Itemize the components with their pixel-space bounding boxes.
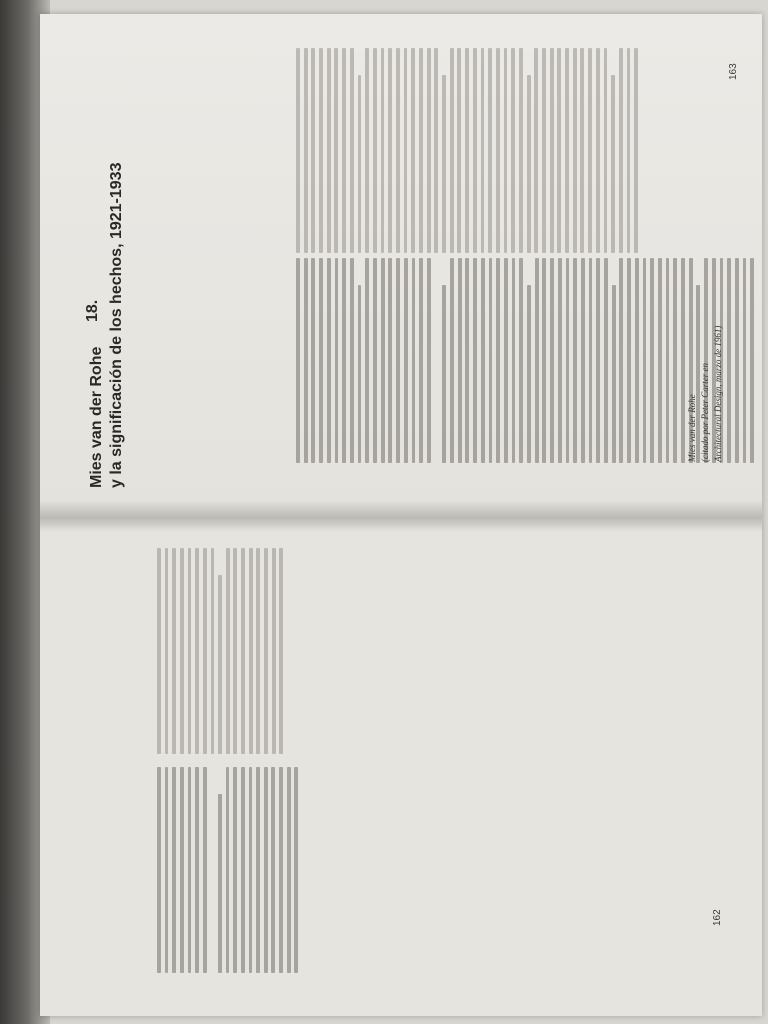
text-line bbox=[458, 258, 462, 463]
text-line bbox=[241, 548, 245, 754]
text-line bbox=[296, 258, 300, 463]
text-line bbox=[588, 48, 592, 253]
text-line bbox=[287, 767, 291, 973]
text-line bbox=[296, 48, 300, 253]
text-line bbox=[658, 258, 662, 463]
text-line bbox=[381, 258, 385, 463]
text-line bbox=[233, 548, 237, 754]
text-line bbox=[550, 48, 554, 253]
text-line bbox=[604, 258, 608, 463]
text-line bbox=[365, 48, 369, 253]
text-line bbox=[473, 258, 477, 463]
text-line bbox=[565, 48, 569, 253]
text-line bbox=[450, 48, 454, 253]
text-line bbox=[596, 48, 600, 253]
text-line bbox=[488, 48, 492, 253]
text-line bbox=[504, 48, 508, 253]
text-line bbox=[442, 285, 446, 463]
text-line bbox=[404, 258, 408, 463]
text-line bbox=[264, 767, 268, 973]
text-column-right-1 bbox=[296, 48, 642, 253]
text-line bbox=[743, 258, 747, 463]
text-line bbox=[256, 548, 260, 754]
page-number-right: 163 bbox=[728, 63, 739, 80]
text-line bbox=[643, 258, 647, 463]
text-line bbox=[527, 285, 531, 463]
text-line bbox=[218, 794, 222, 973]
text-line bbox=[335, 258, 339, 463]
text-line bbox=[566, 258, 570, 463]
text-line bbox=[249, 548, 253, 754]
text-line bbox=[327, 48, 331, 253]
text-line bbox=[519, 258, 523, 463]
text-line bbox=[365, 258, 369, 463]
text-line bbox=[226, 548, 230, 754]
text-line bbox=[350, 48, 354, 253]
text-line bbox=[226, 767, 230, 973]
text-line bbox=[542, 258, 546, 463]
text-line bbox=[211, 548, 215, 754]
page-number-left: 162 bbox=[712, 909, 723, 926]
text-line bbox=[580, 48, 584, 253]
text-line bbox=[550, 258, 554, 463]
book-gutter bbox=[40, 500, 762, 532]
text-line bbox=[358, 75, 362, 253]
text-line bbox=[249, 767, 253, 973]
text-line bbox=[388, 48, 392, 253]
text-line bbox=[489, 258, 493, 463]
text-line bbox=[573, 258, 577, 463]
text-line bbox=[396, 258, 400, 463]
text-line bbox=[634, 48, 638, 253]
text-line bbox=[496, 48, 500, 253]
text-line bbox=[188, 767, 192, 973]
text-line bbox=[304, 258, 308, 463]
text-line bbox=[180, 767, 184, 973]
text-line bbox=[473, 48, 477, 253]
text-line bbox=[157, 767, 161, 973]
text-line bbox=[727, 258, 731, 463]
text-line bbox=[750, 258, 754, 463]
text-line bbox=[557, 48, 561, 253]
text-line bbox=[650, 258, 654, 463]
text-line bbox=[619, 48, 623, 253]
text-line bbox=[450, 258, 454, 463]
text-line bbox=[589, 258, 593, 463]
text-line bbox=[388, 258, 392, 463]
text-line bbox=[264, 548, 268, 754]
text-line bbox=[519, 48, 523, 253]
text-line bbox=[627, 258, 631, 463]
text-line bbox=[673, 258, 677, 463]
text-line bbox=[233, 767, 237, 973]
text-line bbox=[172, 767, 176, 973]
text-line bbox=[180, 548, 184, 754]
text-line bbox=[465, 258, 469, 463]
attribution-author: Mies van der Rohe bbox=[687, 394, 697, 462]
text-line bbox=[256, 767, 260, 973]
text-line bbox=[635, 258, 639, 463]
text-line bbox=[172, 548, 176, 754]
text-line bbox=[534, 48, 538, 253]
text-line bbox=[342, 258, 346, 463]
text-line bbox=[342, 48, 346, 253]
text-line bbox=[481, 258, 485, 463]
text-line bbox=[496, 258, 500, 463]
text-line bbox=[627, 48, 631, 253]
text-line bbox=[218, 575, 222, 754]
text-line bbox=[157, 548, 161, 754]
text-line bbox=[350, 258, 354, 463]
text-line bbox=[535, 258, 539, 463]
chapter-title-line1: Mies van der Rohe bbox=[88, 346, 105, 488]
text-line bbox=[542, 48, 546, 253]
text-line bbox=[319, 48, 323, 253]
text-line bbox=[195, 548, 199, 754]
text-line bbox=[396, 48, 400, 253]
text-line bbox=[457, 48, 461, 253]
text-line bbox=[304, 48, 308, 253]
text-line bbox=[573, 48, 577, 253]
text-line bbox=[581, 258, 585, 463]
attribution-line1: (citado por Peter Carter en bbox=[700, 363, 710, 462]
text-line bbox=[311, 48, 315, 253]
text-column-left-2 bbox=[157, 767, 302, 973]
text-line bbox=[611, 75, 615, 253]
text-line bbox=[612, 285, 616, 463]
text-line bbox=[203, 548, 207, 754]
text-line bbox=[442, 75, 446, 253]
text-line bbox=[272, 548, 276, 754]
text-line bbox=[434, 48, 438, 253]
text-line bbox=[195, 767, 199, 973]
text-line bbox=[165, 548, 169, 754]
text-line bbox=[373, 48, 377, 253]
text-line bbox=[188, 548, 192, 754]
text-line bbox=[512, 258, 516, 463]
text-line bbox=[294, 767, 298, 973]
text-line bbox=[419, 258, 423, 463]
text-line bbox=[271, 767, 275, 973]
text-line bbox=[558, 258, 562, 463]
text-line bbox=[311, 258, 315, 463]
text-line bbox=[619, 258, 623, 463]
attribution-line2: Architectural Design, marzo de 1961) bbox=[713, 325, 723, 462]
text-line bbox=[412, 258, 416, 463]
text-line bbox=[381, 48, 385, 253]
text-line bbox=[427, 258, 431, 463]
text-line bbox=[404, 48, 408, 253]
text-line bbox=[327, 258, 331, 463]
text-line bbox=[373, 258, 377, 463]
text-line bbox=[203, 767, 207, 973]
text-line bbox=[334, 48, 338, 253]
text-line bbox=[165, 767, 169, 973]
text-line bbox=[527, 75, 531, 253]
chapter-number: 18. bbox=[84, 299, 101, 322]
text-line bbox=[465, 48, 469, 253]
text-line bbox=[666, 258, 670, 463]
text-line bbox=[604, 48, 608, 253]
text-line bbox=[319, 258, 323, 463]
text-column-left-1 bbox=[157, 548, 287, 754]
text-line bbox=[504, 258, 508, 463]
text-line bbox=[279, 767, 283, 973]
text-line bbox=[358, 285, 362, 463]
text-line bbox=[681, 258, 685, 463]
chapter-title-line2: y la significación de los hechos, 1921-1933 bbox=[108, 162, 125, 488]
text-line bbox=[511, 48, 515, 253]
text-line bbox=[481, 48, 485, 253]
text-line bbox=[735, 258, 739, 463]
text-line bbox=[411, 48, 415, 253]
text-line bbox=[241, 767, 245, 973]
text-line bbox=[596, 258, 600, 463]
text-line bbox=[419, 48, 423, 253]
text-line bbox=[427, 48, 431, 253]
text-line bbox=[279, 548, 283, 754]
